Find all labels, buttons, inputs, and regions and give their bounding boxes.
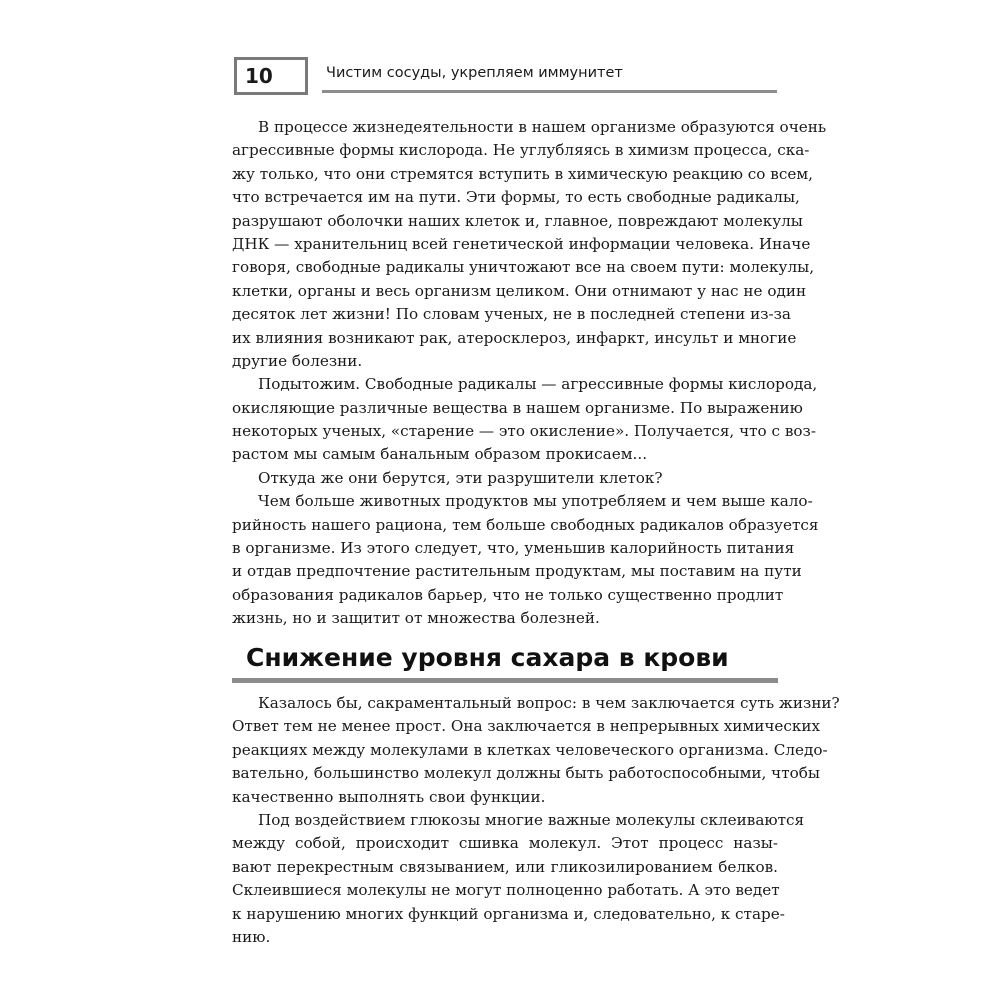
text-line: Чем больше животных продуктов мы употребляем и чем выше кало- [258, 492, 813, 511]
text-line: вают перекрестным связыванием, или гликозилированием белков. [232, 857, 778, 876]
text-line: Откуда же они берутся, эти разрушители клеток? [258, 468, 663, 487]
paragraph [232, 116, 827, 373]
text-line: Склеившиеся молекулы не могут полноценно работать. А это ведет [232, 881, 780, 900]
text-line: Казалось бы, сакраментальный вопрос: в чем заключается суть жизни? [258, 694, 840, 712]
text-line: вательно, большинство молекул должны быть работоспособными, чтобы [232, 764, 821, 783]
paragraph [232, 373, 818, 467]
paragraph [232, 809, 805, 949]
text-line: образования радикалов барьер, что не только существенно продлит [232, 585, 784, 604]
text-line: клетки, органы и весь организм целиком. Они отнимают у нас не один [232, 281, 807, 300]
text-line: жизнь, но и защитит от множества болезней. [232, 609, 600, 628]
text-line: что встречается им на пути. Эти формы, то есть свободные радикалы, [232, 188, 800, 207]
text-line: Ответ тем не менее прост. Она заключается в непрерывных химических [232, 717, 821, 736]
text-line: Под воздействием глюкозы многие важные молекулы склеиваются [258, 810, 805, 829]
text-line: между собой, происходит сшивка молекул. Этот процесс назы- [232, 834, 778, 853]
text-line: жу только, что они стремятся вступить в химическую реакцию со всем, [232, 164, 813, 183]
text-line: агрессивные формы кислорода. Не углубляясь в химизм процесса, ска- [232, 141, 810, 160]
text-line: качественно выполнять свои функции. [232, 787, 546, 806]
section-free-radicals-text [232, 116, 827, 631]
page-number: 10 [245, 64, 273, 88]
text-line: в организме. Из этого следует, что, уменьшив калорийность питания [232, 539, 795, 558]
text-line: к нарушению многих функций организма и, следовательно, к старе- [232, 904, 785, 923]
text-line: окисляющие различные вещества в нашем организме. По выражению [232, 398, 803, 417]
heading-underline-rule [232, 678, 778, 683]
text-line: разрушают оболочки наших клеток и, главное, повреждают молекулы [232, 211, 803, 230]
running-header [322, 59, 777, 93]
running-title: Чистим сосуды, укрепляем иммунитет [326, 65, 623, 81]
text-line: В процессе жизнедеятельности в нашем организме образуются очень [258, 118, 827, 136]
text-line: ДНК — хранительниц всей генетической информации человека. Иначе [232, 234, 811, 253]
page-number-box [234, 57, 308, 95]
text-line: их влияния возникают рак, атеросклероз, инфаркт, инсульт и многие [232, 328, 797, 347]
text-line: другие болезни. [232, 351, 363, 370]
paragraph [232, 692, 840, 809]
text-line: растом мы самым банальным образом прокисаем... [232, 445, 648, 464]
text-line: нию. [232, 927, 271, 946]
text-line: десяток лет жизни! По словам ученых, не в последней степени из-за [232, 305, 791, 324]
section-heading: Снижение уровня сахара в крови [246, 643, 729, 672]
paragraph [232, 490, 819, 630]
text-line: говоря, свободные радикалы уничтожают все на своем пути: молекулы, [232, 258, 815, 277]
text-line: некоторых ученых, «старение — это окисление». Получается, что с воз- [232, 422, 816, 441]
section-blood-sugar-text [232, 692, 840, 949]
text-line: реакциях между молекулами в клетках человеческого организма. Следо- [232, 740, 828, 759]
text-line: и отдав предпочтение растительным продуктам, мы поставим на пути [232, 562, 802, 581]
text-line: рийность нашего рациона, тем больше свободных радикалов образуется [232, 515, 819, 534]
text-line: Подытожим. Свободные радикалы — агрессивные формы кислорода, [258, 375, 818, 394]
paragraph [232, 467, 778, 490]
